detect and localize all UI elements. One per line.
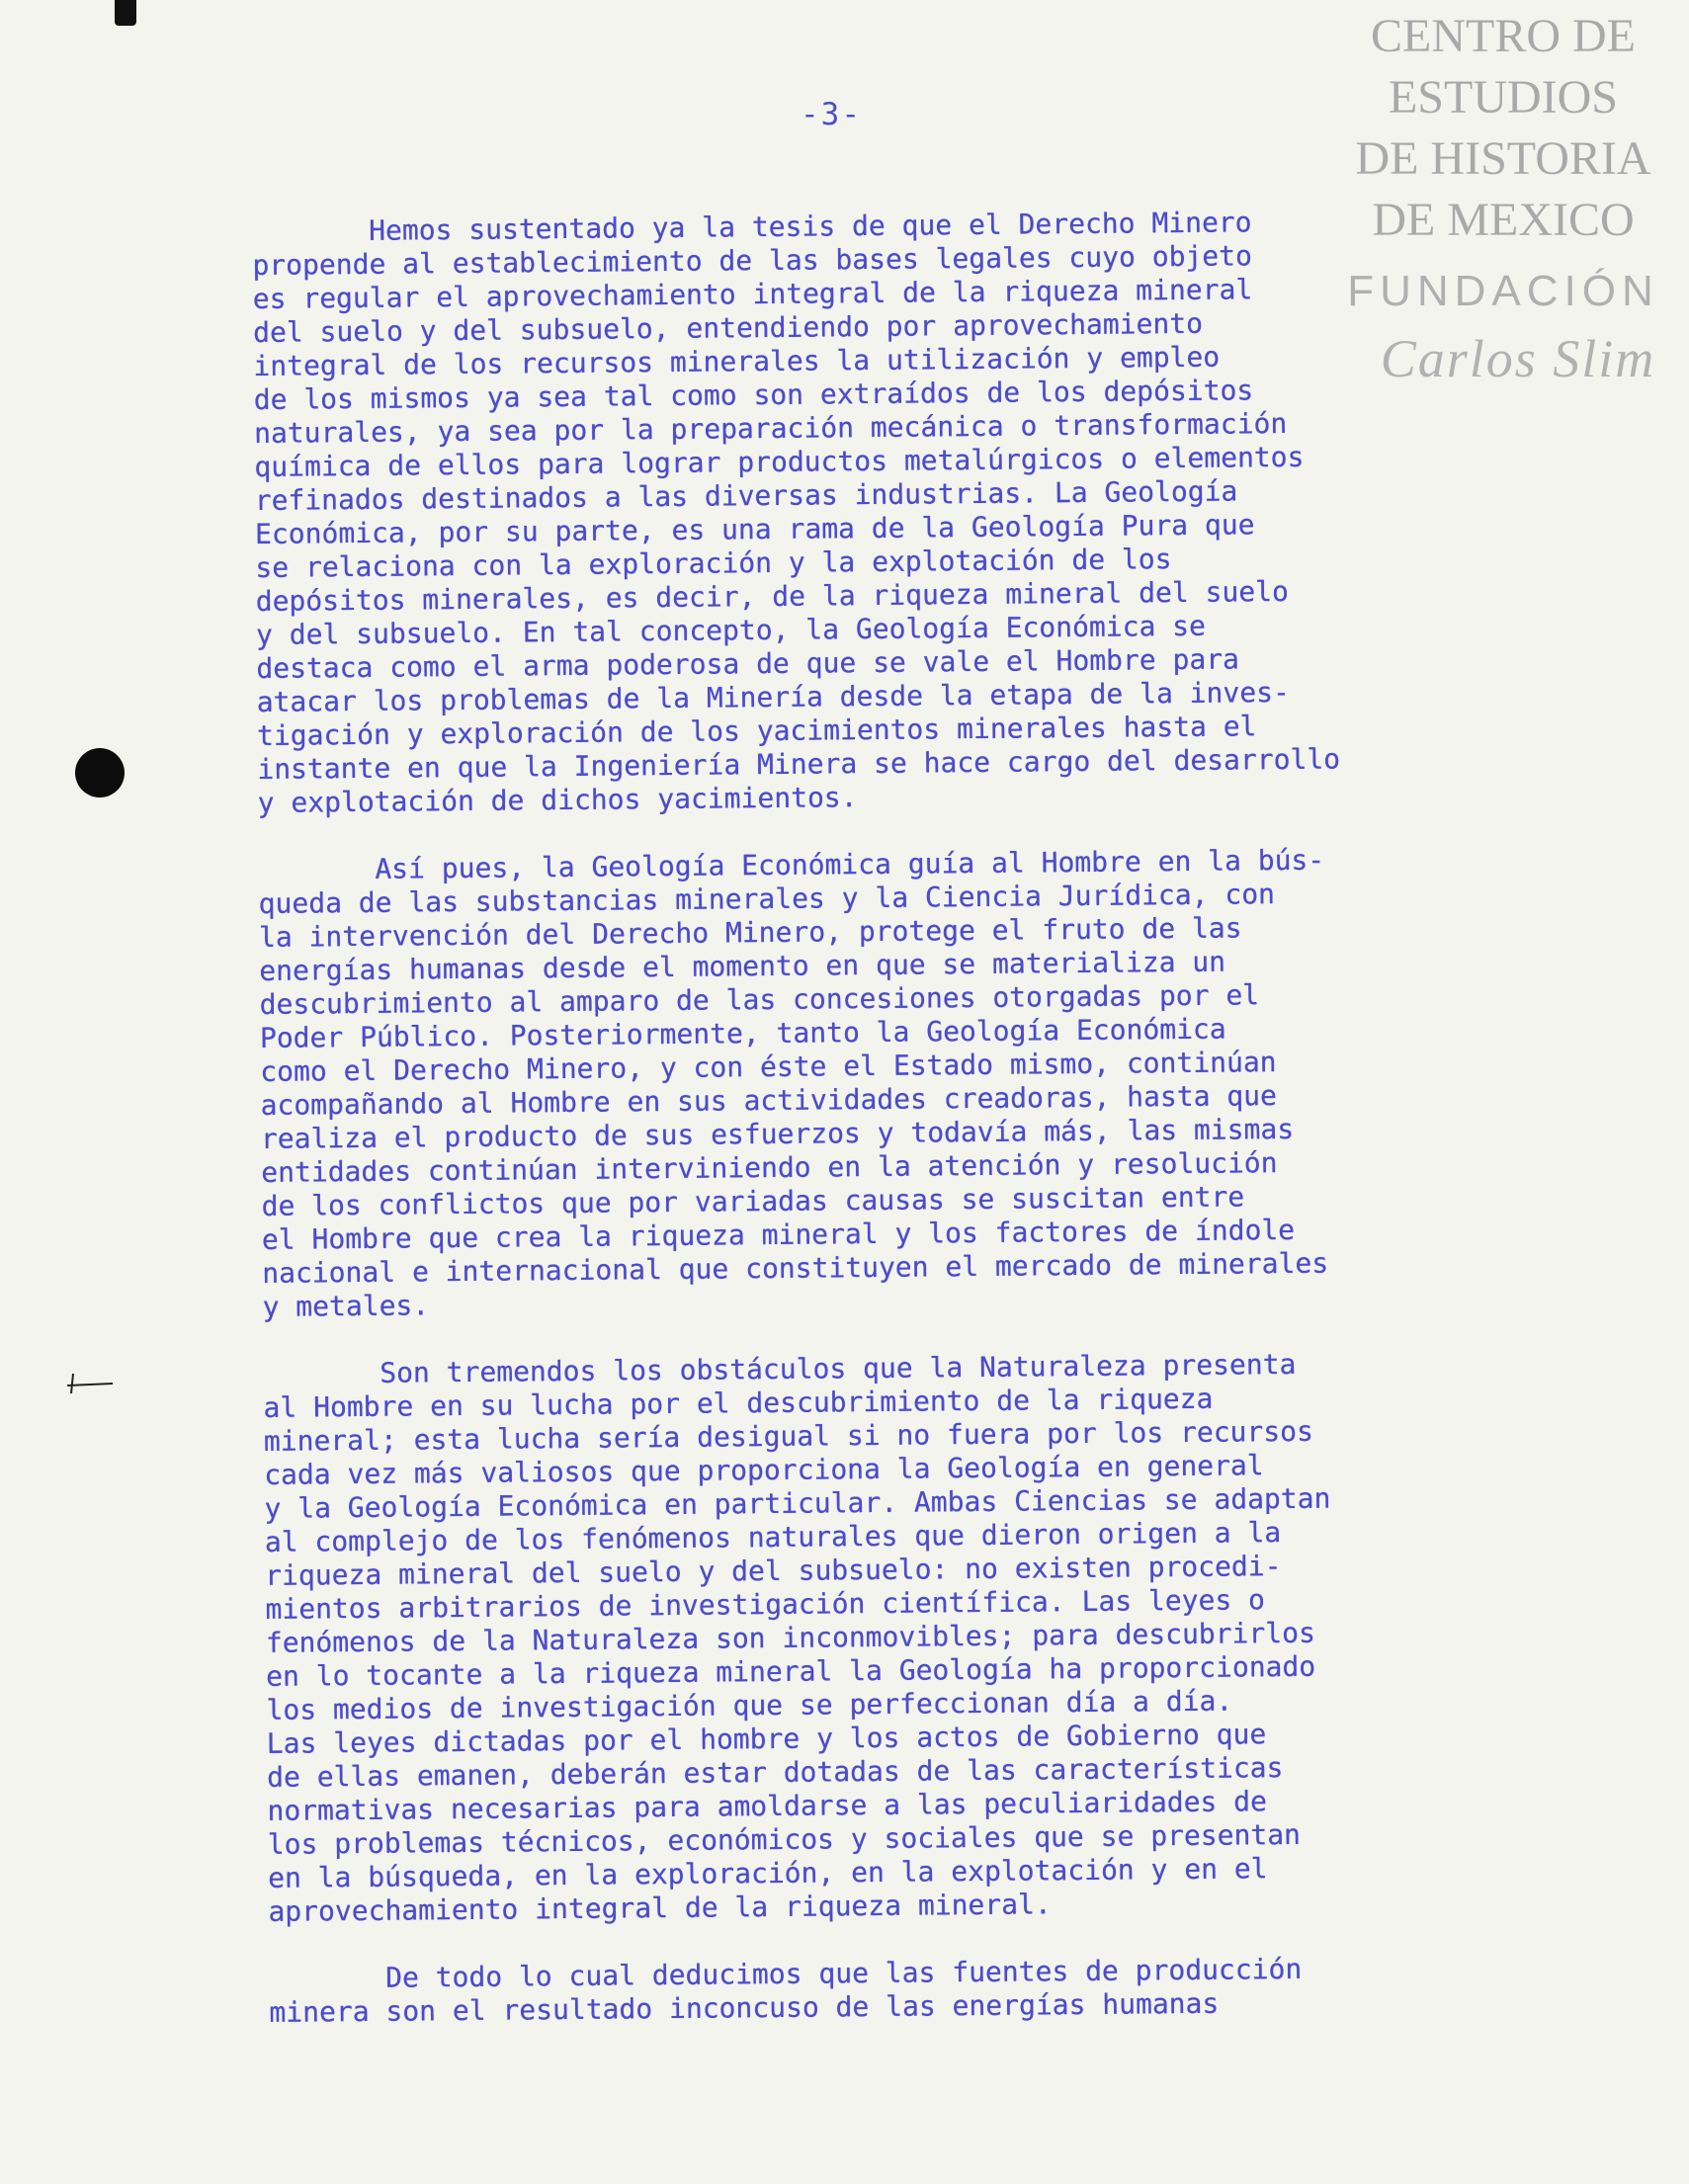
text-line: energías humanas desde el momento en que se materializa un bbox=[259, 945, 1226, 987]
text-line: Así pues, la Geología Económica guía al Hombre en la bús- bbox=[375, 843, 1325, 885]
text-line: de los conflictos que por variadas causas se suscitan entre bbox=[261, 1180, 1245, 1222]
text-line: mientos arbitrarios de investigación científica. Las leyes o bbox=[265, 1583, 1266, 1626]
text-line: y del subsuelo. En tal concepto, la Geología Económica se bbox=[255, 609, 1207, 651]
text-line: aprovechamiento integral de la riqueza mineral. bbox=[268, 1888, 1052, 1928]
text-line: fenómenos de la Naturaleza son inconmovibles; para descubrirlos bbox=[265, 1616, 1316, 1659]
corner-ink-mark bbox=[115, 0, 136, 26]
text-line: y la Geología Económica en particular. Ambas Ciencias se adaptan bbox=[264, 1481, 1331, 1525]
text-line: entidades continúan interviniendo en la atención y resolución bbox=[261, 1146, 1278, 1189]
text-line: se relaciona con la exploración y la explotación de los bbox=[255, 543, 1172, 584]
text-line: integral de los recursos minerales la utilización y empleo bbox=[253, 340, 1221, 382]
text-line: en lo tocante a la riqueza mineral la Geología ha proporcionado bbox=[266, 1649, 1316, 1693]
watermark-line: ESTUDIOS bbox=[1388, 71, 1618, 124]
text-line: instante en que la Ingeniería Minera se hace cargo del desarrollo bbox=[257, 742, 1341, 786]
text-line: Son tremendos los obstáculos que la Naturaleza presenta bbox=[380, 1347, 1297, 1389]
page-number: -3- bbox=[801, 97, 862, 132]
text-line: realiza el producto de sus esfuerzos y todavía más, las mismas bbox=[260, 1112, 1295, 1155]
text-line: de ellas emanen, deberán estar dotadas de las características bbox=[267, 1751, 1284, 1794]
watermark-line: CENTRO DE bbox=[1371, 10, 1636, 62]
text-line: Poder Público. Posteriormente, tanto la Geología Económica bbox=[259, 1012, 1226, 1054]
text-line: del suelo y del subsuelo, entendiendo por aprovechamiento bbox=[252, 306, 1204, 349]
text-line: los problemas técnicos, económicos y sociales que se presentan bbox=[267, 1817, 1302, 1861]
text-line: como el Derecho Minero, y con éste el Estado mismo, continúan bbox=[260, 1046, 1277, 1088]
paragraph bbox=[252, 203, 1562, 820]
punch-hole bbox=[75, 748, 125, 798]
text-line: y explotación de dichos yacimientos. bbox=[257, 781, 858, 819]
text-line: al complejo de los fenómenos naturales que dieron origen a la bbox=[264, 1516, 1282, 1558]
text-line: los medios de investigación que se perfeccionan día a día. bbox=[266, 1684, 1233, 1726]
typed-body-text bbox=[252, 203, 1574, 2030]
paragraph bbox=[263, 1345, 1572, 1929]
text-line: de los mismos ya sea tal como son extraídos de los depósitos bbox=[253, 374, 1254, 416]
text-line: Las leyes dictadas por el hombre y los actos de Gobierno que bbox=[266, 1718, 1267, 1760]
margin-pencil-mark bbox=[63, 1368, 119, 1397]
paragraph bbox=[258, 841, 1567, 1324]
text-line: Hemos sustentado ya la tesis de que el Derecho Minero bbox=[368, 206, 1252, 247]
text-line: propende al establecimiento de las bases legales cuyo objeto bbox=[252, 239, 1253, 282]
text-line: depósitos minerales, es decir, de la riqueza mineral del suelo bbox=[255, 574, 1290, 618]
text-line: descubrimiento al amparo de las concesiones otorgadas por el bbox=[259, 978, 1260, 1021]
text-line: al Hombre en su lucha por el descubrimiento de la riqueza bbox=[263, 1382, 1214, 1424]
text-line: De todo lo cual deducimos que las fuentes de producción bbox=[384, 1952, 1303, 1994]
text-line: es regular el aprovechamiento integral de la riqueza mineral bbox=[252, 273, 1253, 315]
text-line: tigación y exploración de los yacimientos minerales hasta el bbox=[256, 710, 1257, 752]
text-line: el Hombre que crea la riqueza mineral y los factores de índole bbox=[261, 1213, 1296, 1256]
text-line: atacar los problemas de la Minería desde la etapa de la inves- bbox=[256, 675, 1291, 718]
paragraph bbox=[269, 1950, 1574, 2030]
text-line: Económica, por su parte, es una rama de la Geología Pura que bbox=[254, 508, 1255, 550]
text-line: normativas necesarias para amoldarse a las peculiaridades de bbox=[267, 1785, 1268, 1827]
text-line: destaca como el arma poderosa de que se vale el Hombre para bbox=[256, 642, 1240, 685]
text-line: acompañando al Hombre en sus actividades creadoras, hasta que bbox=[260, 1079, 1278, 1122]
text-line: refinados destinados a las diversas industrias. La Geología bbox=[254, 474, 1238, 517]
text-line: nacional e internacional que constituyen el mercado de minerales bbox=[262, 1246, 1329, 1290]
watermark-signature: Carlos Slim bbox=[1380, 329, 1656, 388]
text-line: y metales. bbox=[262, 1289, 430, 1323]
text-line: mineral; esta lucha sería desigual si no fuera por los recursos bbox=[263, 1414, 1314, 1458]
text-line: la intervención del Derecho Minero, protege el fruto de las bbox=[258, 911, 1242, 954]
text-line: química de ellos para lograr productos metalúrgicos o elementos bbox=[254, 440, 1305, 483]
watermark-foundation: FUNDACIÓN bbox=[1347, 267, 1659, 315]
text-line: cada vez más valiosos que proporciona la Geología en general bbox=[264, 1449, 1264, 1491]
text-line: en la búsqueda, en la exploración, en la explotación y en el bbox=[267, 1852, 1268, 1894]
text-line: riqueza mineral del suelo y del subsuelo: no existen procedi- bbox=[265, 1550, 1282, 1592]
text-line: naturales, ya sea por la preparación mecánica o transformación bbox=[253, 406, 1288, 450]
watermark-line: DE MEXICO bbox=[1372, 194, 1635, 246]
text-line: queda de las substancias minerales y la Ciencia Jurídica, con bbox=[258, 878, 1276, 920]
text-line: minera son el resultado inconcuso de las energías humanas bbox=[269, 1986, 1220, 2029]
watermark-line: DE HISTORIA bbox=[1355, 132, 1651, 185]
